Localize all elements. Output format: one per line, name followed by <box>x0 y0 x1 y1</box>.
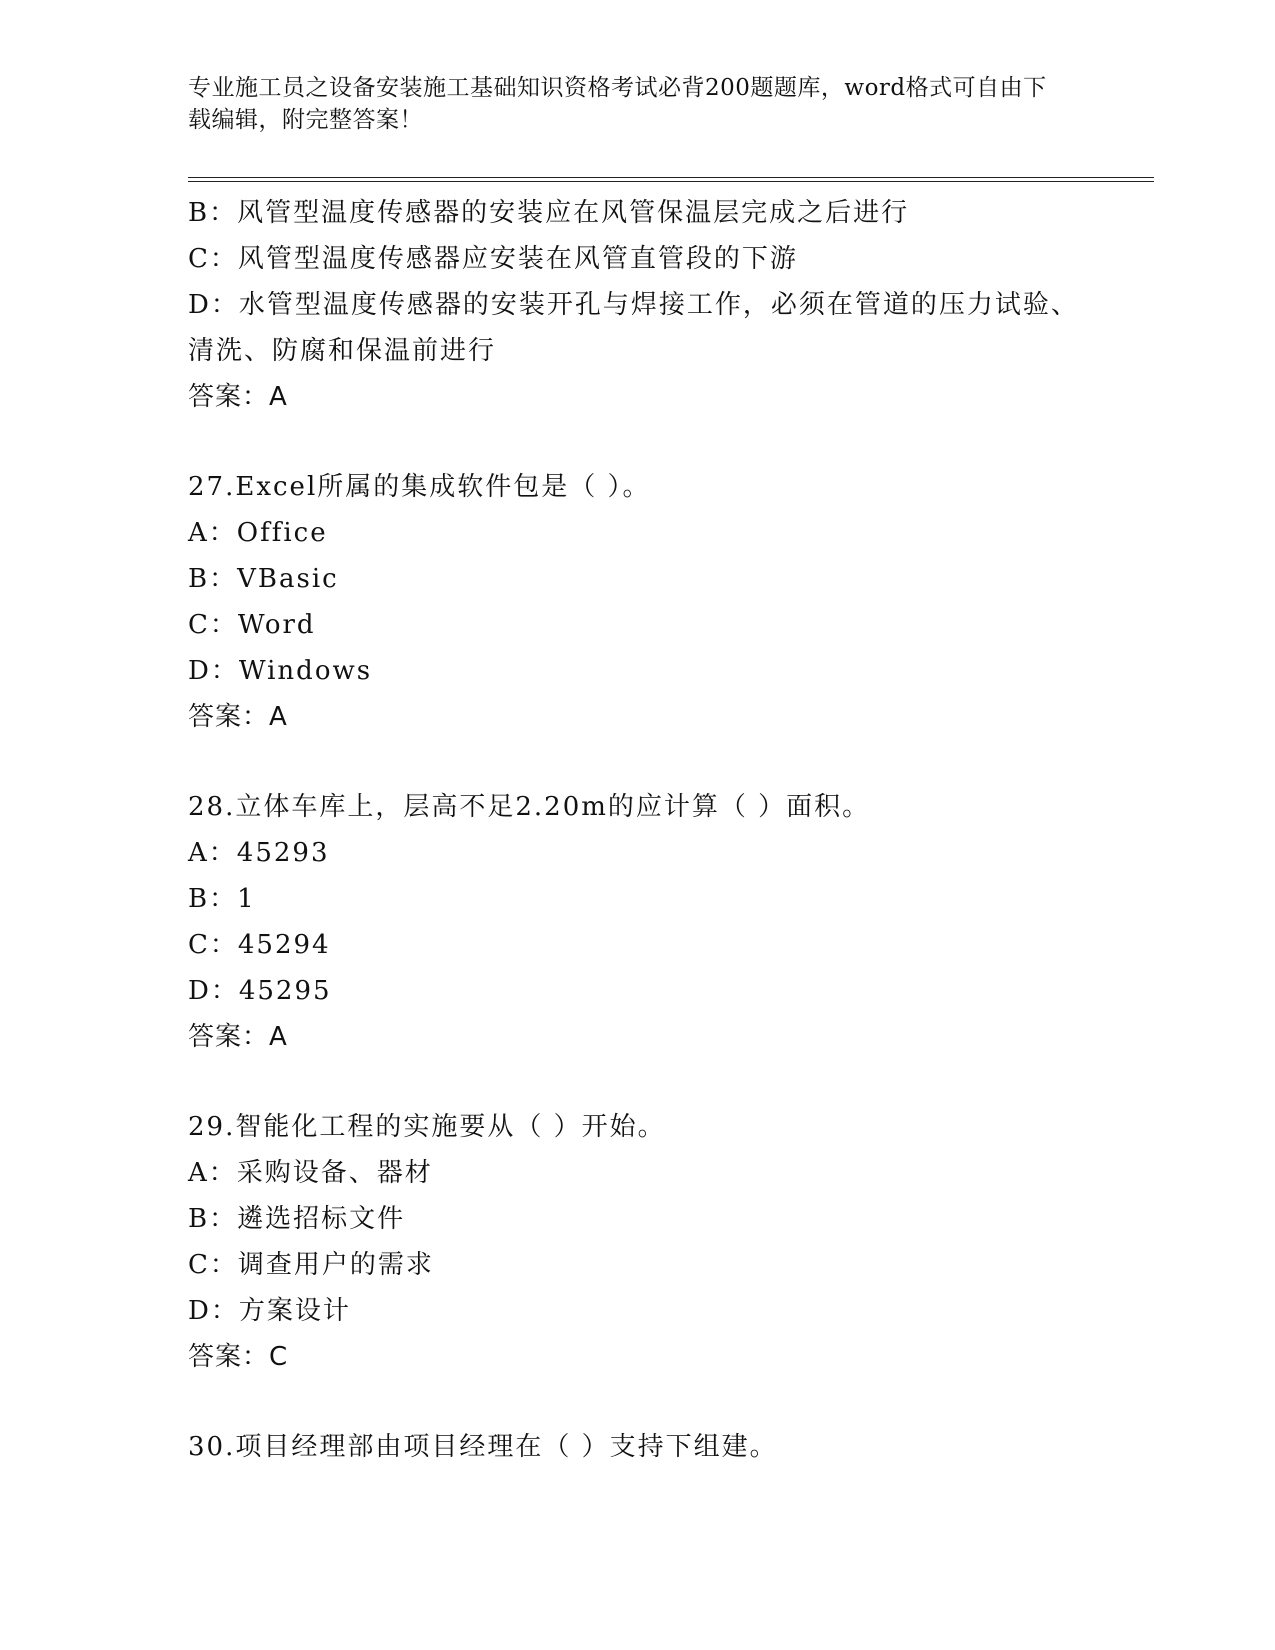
header-divider <box>188 177 1154 182</box>
option-a: A：采购设备、器材 <box>188 1158 433 1188</box>
option-d: D：水管型温度传感器的安装开孔与焊接工作，必须在管道的压力试验、清洗、防腐和保温前进行 <box>188 290 1079 366</box>
question-29 <box>188 1104 1088 1380</box>
option-b: B：风管型温度传感器的安装应在风管保温层完成之后进行 <box>188 198 910 228</box>
option-a: A：45293 <box>188 838 330 868</box>
option-c: C：风管型温度传感器应安装在风管直管段的下游 <box>188 244 798 274</box>
answer-text: 答案：A <box>188 702 288 732</box>
question-list <box>188 190 1088 1470</box>
option-b: B：VBasic <box>188 564 339 594</box>
option-b: B：遴选招标文件 <box>188 1204 406 1234</box>
answer-text: 答案：A <box>188 1022 288 1052</box>
option-c: C：Word <box>188 610 316 640</box>
question-stem: 30.项目经理部由项目经理在（ ）支持下组建。 <box>188 1432 778 1462</box>
question-stem: 27.Excel所属的集成软件包是（ ）。 <box>188 472 651 502</box>
question-stem: 29.智能化工程的实施要从（ ）开始。 <box>188 1112 666 1142</box>
document-header: 专业施工员之设备安装施工基础知识资格考试必背200题题库，word格式可自由下载编辑，附完整答案！ <box>188 75 1047 133</box>
option-c: C：45294 <box>188 930 331 960</box>
option-b: B：1 <box>188 884 256 914</box>
option-d: D：方案设计 <box>188 1296 351 1326</box>
question-26-continued <box>188 190 1088 420</box>
option-a: A：Office <box>188 518 328 548</box>
answer-text: 答案：C <box>188 1342 289 1372</box>
question-28 <box>188 784 1088 1060</box>
question-27 <box>188 464 1088 740</box>
question-stem: 28.立体车库上，层高不足2.20m的应计算（ ）面积。 <box>188 792 871 822</box>
option-d: D：45295 <box>188 976 332 1006</box>
option-c: C：调查用户的需求 <box>188 1250 434 1280</box>
answer-text: 答案：A <box>188 382 288 412</box>
option-d: D：Windows <box>188 656 373 686</box>
question-30 <box>188 1424 1088 1470</box>
